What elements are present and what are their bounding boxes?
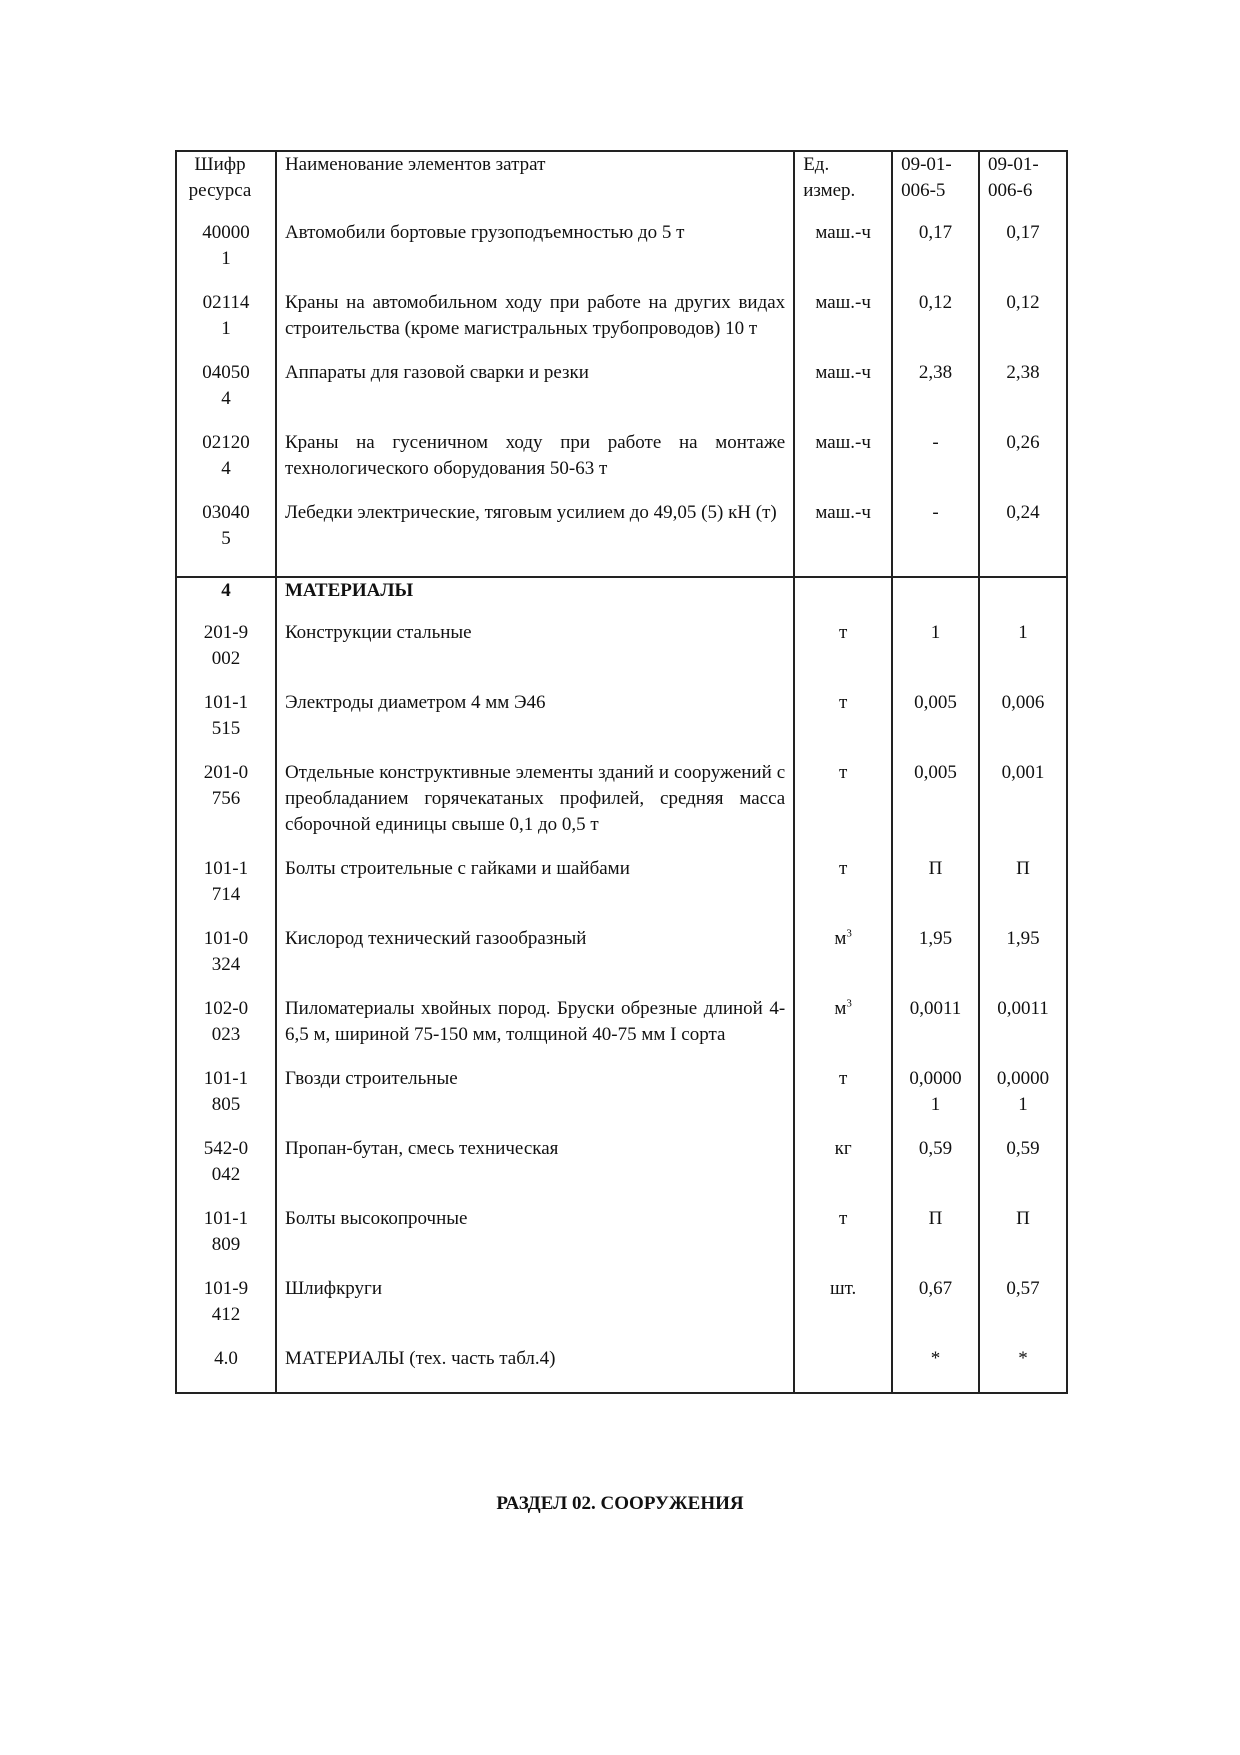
resource-name: Аппараты для газовой сварки и резки xyxy=(276,360,794,430)
resource-code: 101-9412 xyxy=(176,1276,276,1346)
value-col-b: * xyxy=(979,1346,1067,1393)
resource-code: 4.0 xyxy=(176,1346,276,1393)
resource-name: Болты строительные с гайками и шайбами xyxy=(276,856,794,926)
resource-unit xyxy=(794,360,892,430)
unit-text: маш.-ч xyxy=(815,362,871,383)
resource-unit xyxy=(794,290,892,360)
resource-table xyxy=(175,150,1068,1394)
resource-name: Отдельные конструктивные элементы зданий и сооружений с преобладанием горячекатаных профилей, средняя масса сборочной единицы свыше 0,1 до 0,5 т xyxy=(276,760,794,856)
table-row xyxy=(176,290,1067,360)
resource-code: 542-0042 xyxy=(176,1136,276,1206)
table-row xyxy=(176,1276,1067,1346)
unit-text: кг xyxy=(834,1138,852,1159)
value-col-b: 0,12 xyxy=(979,290,1067,360)
resource-code: 101-1714 xyxy=(176,856,276,926)
value-col-a: 0,00001 xyxy=(892,1066,979,1136)
resource-name: Болты высокопрочные xyxy=(276,1206,794,1276)
unit-text: т xyxy=(838,858,848,879)
resource-unit xyxy=(794,1206,892,1276)
resource-name: Шлифкруги xyxy=(276,1276,794,1346)
value-col-a: - xyxy=(892,430,979,500)
resource-unit xyxy=(794,1346,892,1393)
resource-code: 201-0756 xyxy=(176,760,276,856)
unit-text: т xyxy=(838,692,848,713)
header-col-b: 09-01-006-6 xyxy=(979,151,1067,220)
value-col-b: 0,57 xyxy=(979,1276,1067,1346)
value-col-b: 0,24 xyxy=(979,500,1067,577)
resource-code: 101-1515 xyxy=(176,690,276,760)
resource-name: Пиломатериалы хвойных пород. Бруски обрезные длиной 4-6,5 м, шириной 75-150 мм, толщиной 40-75 мм I сорта xyxy=(276,996,794,1066)
resource-unit xyxy=(794,1276,892,1346)
resource-unit xyxy=(794,220,892,290)
resource-code: 102-0023 xyxy=(176,996,276,1066)
table-row xyxy=(176,360,1067,430)
value-col-b: П xyxy=(979,1206,1067,1276)
resource-name: Лебедки электрические, тяговым усилием до 49,05 (5) кН (т) xyxy=(276,500,794,577)
value-col-b: 0,001 xyxy=(979,760,1067,856)
value-col-a: - xyxy=(892,500,979,577)
resource-name: Пропан-бутан, смесь техническая xyxy=(276,1136,794,1206)
value-col-a: П xyxy=(892,856,979,926)
value-col-b: 1 xyxy=(979,620,1067,690)
resource-code: 040504 xyxy=(176,360,276,430)
value-col-b: 0,17 xyxy=(979,220,1067,290)
section-empty-unit xyxy=(794,577,892,620)
section-header-row xyxy=(176,577,1067,620)
resource-name: Конструкции стальные xyxy=(276,620,794,690)
unit-superscript: 3 xyxy=(846,927,852,940)
value-col-a: 2,38 xyxy=(892,360,979,430)
unit-text: м xyxy=(834,928,847,949)
unit-text: т xyxy=(838,622,848,643)
section-empty-b xyxy=(979,577,1067,620)
resource-code: 201-9002 xyxy=(176,620,276,690)
section-empty-a xyxy=(892,577,979,620)
table-row xyxy=(176,430,1067,500)
header-col-a: 09-01-006-5 xyxy=(892,151,979,220)
resource-unit xyxy=(794,856,892,926)
value-col-b: 0,0011 xyxy=(979,996,1067,1066)
value-col-a: * xyxy=(892,1346,979,1393)
value-col-a: 0,12 xyxy=(892,290,979,360)
value-col-a: 1,95 xyxy=(892,926,979,996)
resource-name: МАТЕРИАЛЫ (тех. часть табл.4) xyxy=(276,1346,794,1393)
table-row xyxy=(176,690,1067,760)
unit-text: маш.-ч xyxy=(815,502,871,523)
value-col-b: 0,006 xyxy=(979,690,1067,760)
resource-code: 101-1805 xyxy=(176,1066,276,1136)
resource-code: 400001 xyxy=(176,220,276,290)
value-col-b: П xyxy=(979,856,1067,926)
resource-code: 030405 xyxy=(176,500,276,577)
value-col-a: 0,005 xyxy=(892,690,979,760)
resource-name: Электроды диаметром 4 мм Э46 xyxy=(276,690,794,760)
resource-unit xyxy=(794,500,892,577)
value-col-a: 0,0011 xyxy=(892,996,979,1066)
value-col-a: 0,59 xyxy=(892,1136,979,1206)
unit-text: шт. xyxy=(830,1278,857,1299)
resource-unit xyxy=(794,620,892,690)
value-col-b: 0,59 xyxy=(979,1136,1067,1206)
header-name: Наименование элементов затрат xyxy=(276,151,794,220)
table-row xyxy=(176,996,1067,1066)
section-heading: РАЗДЕЛ 02. СООРУЖЕНИЯ xyxy=(496,1493,744,1514)
unit-text: т xyxy=(838,1208,848,1229)
table-row xyxy=(176,1066,1067,1136)
resource-unit xyxy=(794,760,892,856)
resource-name: Краны на автомобильном ходу при работе на других видах строительства (кроме магистральных трубопроводов) 10 т xyxy=(276,290,794,360)
resource-unit xyxy=(794,926,892,996)
value-col-b: 0,00001 xyxy=(979,1066,1067,1136)
resource-code: 101-1809 xyxy=(176,1206,276,1276)
header-code: Шифр ресурса xyxy=(176,151,276,220)
value-col-a: П xyxy=(892,1206,979,1276)
resource-name: Краны на гусеничном ходу при работе на монтаже технологического оборудования 50-63 т xyxy=(276,430,794,500)
value-col-a: 0,005 xyxy=(892,760,979,856)
unit-text: маш.-ч xyxy=(815,292,871,313)
table-row xyxy=(176,220,1067,290)
header-unit: Ед. измер. xyxy=(794,151,892,220)
value-col-b: 2,38 xyxy=(979,360,1067,430)
resource-code: 021141 xyxy=(176,290,276,360)
section-title: МАТЕРИАЛЫ xyxy=(276,577,794,620)
resource-code: 021204 xyxy=(176,430,276,500)
unit-text: т xyxy=(838,762,848,783)
resource-unit xyxy=(794,1066,892,1136)
unit-superscript: 3 xyxy=(846,997,852,1010)
section-number: 4 xyxy=(176,577,276,620)
table-row xyxy=(176,500,1067,577)
value-col-a: 1 xyxy=(892,620,979,690)
resource-name: Кислород технический газообразный xyxy=(276,926,794,996)
table-row xyxy=(176,1136,1067,1206)
resource-name: Гвозди строительные xyxy=(276,1066,794,1136)
value-col-b: 1,95 xyxy=(979,926,1067,996)
unit-text: м xyxy=(834,998,847,1019)
table-row xyxy=(176,760,1067,856)
table-row xyxy=(176,856,1067,926)
resource-unit xyxy=(794,690,892,760)
table-row xyxy=(176,1346,1067,1393)
table-header-row xyxy=(176,151,1067,220)
unit-text: маш.-ч xyxy=(815,432,871,453)
resource-unit xyxy=(794,430,892,500)
value-col-a: 0,17 xyxy=(892,220,979,290)
unit-text: маш.-ч xyxy=(815,222,871,243)
resource-unit xyxy=(794,996,892,1066)
resource-code: 101-0324 xyxy=(176,926,276,996)
table-row xyxy=(176,926,1067,996)
value-col-a: 0,67 xyxy=(892,1276,979,1346)
unit-text: т xyxy=(838,1068,848,1089)
table-row xyxy=(176,620,1067,690)
resource-name: Автомобили бортовые грузоподъемностью до 5 т xyxy=(276,220,794,290)
resource-unit xyxy=(794,1136,892,1206)
table-row xyxy=(176,1206,1067,1276)
value-col-b: 0,26 xyxy=(979,430,1067,500)
